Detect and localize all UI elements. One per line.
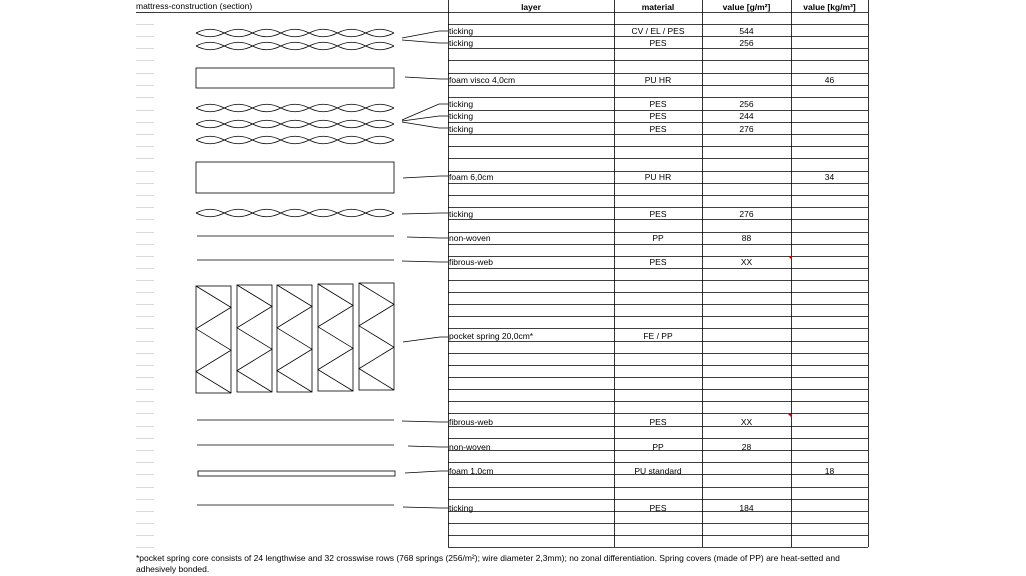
- cell-material: PP: [652, 442, 664, 452]
- pocket-spring: [359, 283, 394, 390]
- ticking-wave: [196, 209, 394, 217]
- cell-layer: foam visco 4,0cm: [449, 75, 516, 85]
- cell-layer: foam 6,0cm: [449, 172, 494, 182]
- sheet-title: mattress-construction (section): [136, 1, 253, 11]
- cell-value-gm2: 256: [739, 38, 754, 48]
- cell-layer: non-woven: [449, 233, 491, 243]
- cell-material: CV / EL / PES: [631, 26, 685, 36]
- header-material: material: [641, 2, 675, 12]
- leader-line: [405, 77, 448, 79]
- leader-line: [402, 40, 448, 43]
- cell-layer: ticking: [449, 124, 474, 134]
- cell-value-gm2: 256: [739, 99, 754, 109]
- leader-line: [408, 446, 448, 447]
- cell-value-gm2: XX: [740, 257, 753, 267]
- cell-value-gm2: 544: [739, 26, 754, 36]
- pocket-spring: [318, 284, 353, 391]
- leader-line: [403, 507, 448, 508]
- cell-value-gm2: XX: [740, 417, 753, 427]
- cell-value-kgm3: 18: [824, 466, 835, 476]
- cell-material: PES: [649, 38, 667, 48]
- cell-value-gm2: 184: [739, 503, 754, 513]
- cell-value-gm2: 88: [741, 233, 752, 243]
- pocket-spring: [237, 285, 272, 392]
- header-value-gm2: value [g/m²]: [722, 2, 771, 12]
- cell-value-gm2: 276: [739, 209, 754, 219]
- cell-layer: ticking: [449, 503, 474, 513]
- pocket-spring: [196, 286, 231, 393]
- cell-material: FE / PP: [643, 331, 673, 341]
- leader-line: [402, 31, 448, 38]
- cell-material: PES: [649, 111, 667, 121]
- leader-line: [402, 213, 448, 214]
- cell-material: PU HR: [644, 75, 672, 85]
- header-value-kgm3: value [kg/m³]: [803, 2, 856, 12]
- cell-layer: ticking: [449, 26, 474, 36]
- leader-line: [402, 122, 448, 128]
- cell-layer: fibrous-web: [449, 257, 493, 267]
- cell-value-kgm3: 46: [824, 75, 835, 85]
- cell-material: PES: [649, 257, 667, 267]
- cell-material: PU HR: [644, 172, 672, 182]
- ticking-wave: [196, 42, 394, 50]
- header-layer: layer: [521, 2, 541, 12]
- foam-thin-box: [198, 471, 395, 476]
- cell-material: PES: [649, 417, 667, 427]
- cell-layer: foam 1,0cm: [449, 466, 494, 476]
- ticking-wave: [196, 136, 394, 144]
- foam-box: [196, 162, 394, 193]
- pocket-spring: [277, 285, 312, 392]
- cell-value-gm2: 244: [739, 111, 754, 121]
- cell-value-gm2: 276: [739, 124, 754, 134]
- leader-line: [407, 237, 448, 238]
- cell-layer: non-woven: [449, 442, 491, 452]
- ticking-wave: [196, 120, 394, 128]
- leader-line: [403, 337, 448, 342]
- cell-value-gm2: 28: [741, 442, 752, 452]
- footnote: *pocket spring core consists of 24 lengthwise and 32 crosswise rows (768 springs (256/m²); wire diameter 2,3mm); no zonal differentiation. Spring covers (made of PP) are heat-setted and adhesively bonded.: [136, 553, 840, 574]
- cell-layer: ticking: [449, 38, 474, 48]
- cell-layer: fibrous-web: [449, 417, 493, 427]
- leader-line: [402, 421, 448, 422]
- cell-material: PES: [649, 99, 667, 109]
- foam-visco-box: [196, 68, 394, 88]
- cell-layer: ticking: [449, 99, 474, 109]
- cell-material: PES: [649, 209, 667, 219]
- cell-layer: ticking: [449, 209, 474, 219]
- cell-material: PES: [649, 503, 667, 513]
- leader-line: [402, 261, 448, 262]
- ticking-wave: [196, 29, 394, 37]
- cell-layer: ticking: [449, 111, 474, 121]
- cell-material: PP: [652, 233, 664, 243]
- cell-value-kgm3: 34: [824, 172, 835, 182]
- cell-layer: pocket spring 20,0cm*: [449, 331, 534, 341]
- leader-line: [403, 176, 448, 178]
- cell-material: PES: [649, 124, 667, 134]
- ticking-wave: [196, 104, 394, 112]
- leader-line: [405, 471, 448, 473]
- cell-material: PU standard: [634, 466, 682, 476]
